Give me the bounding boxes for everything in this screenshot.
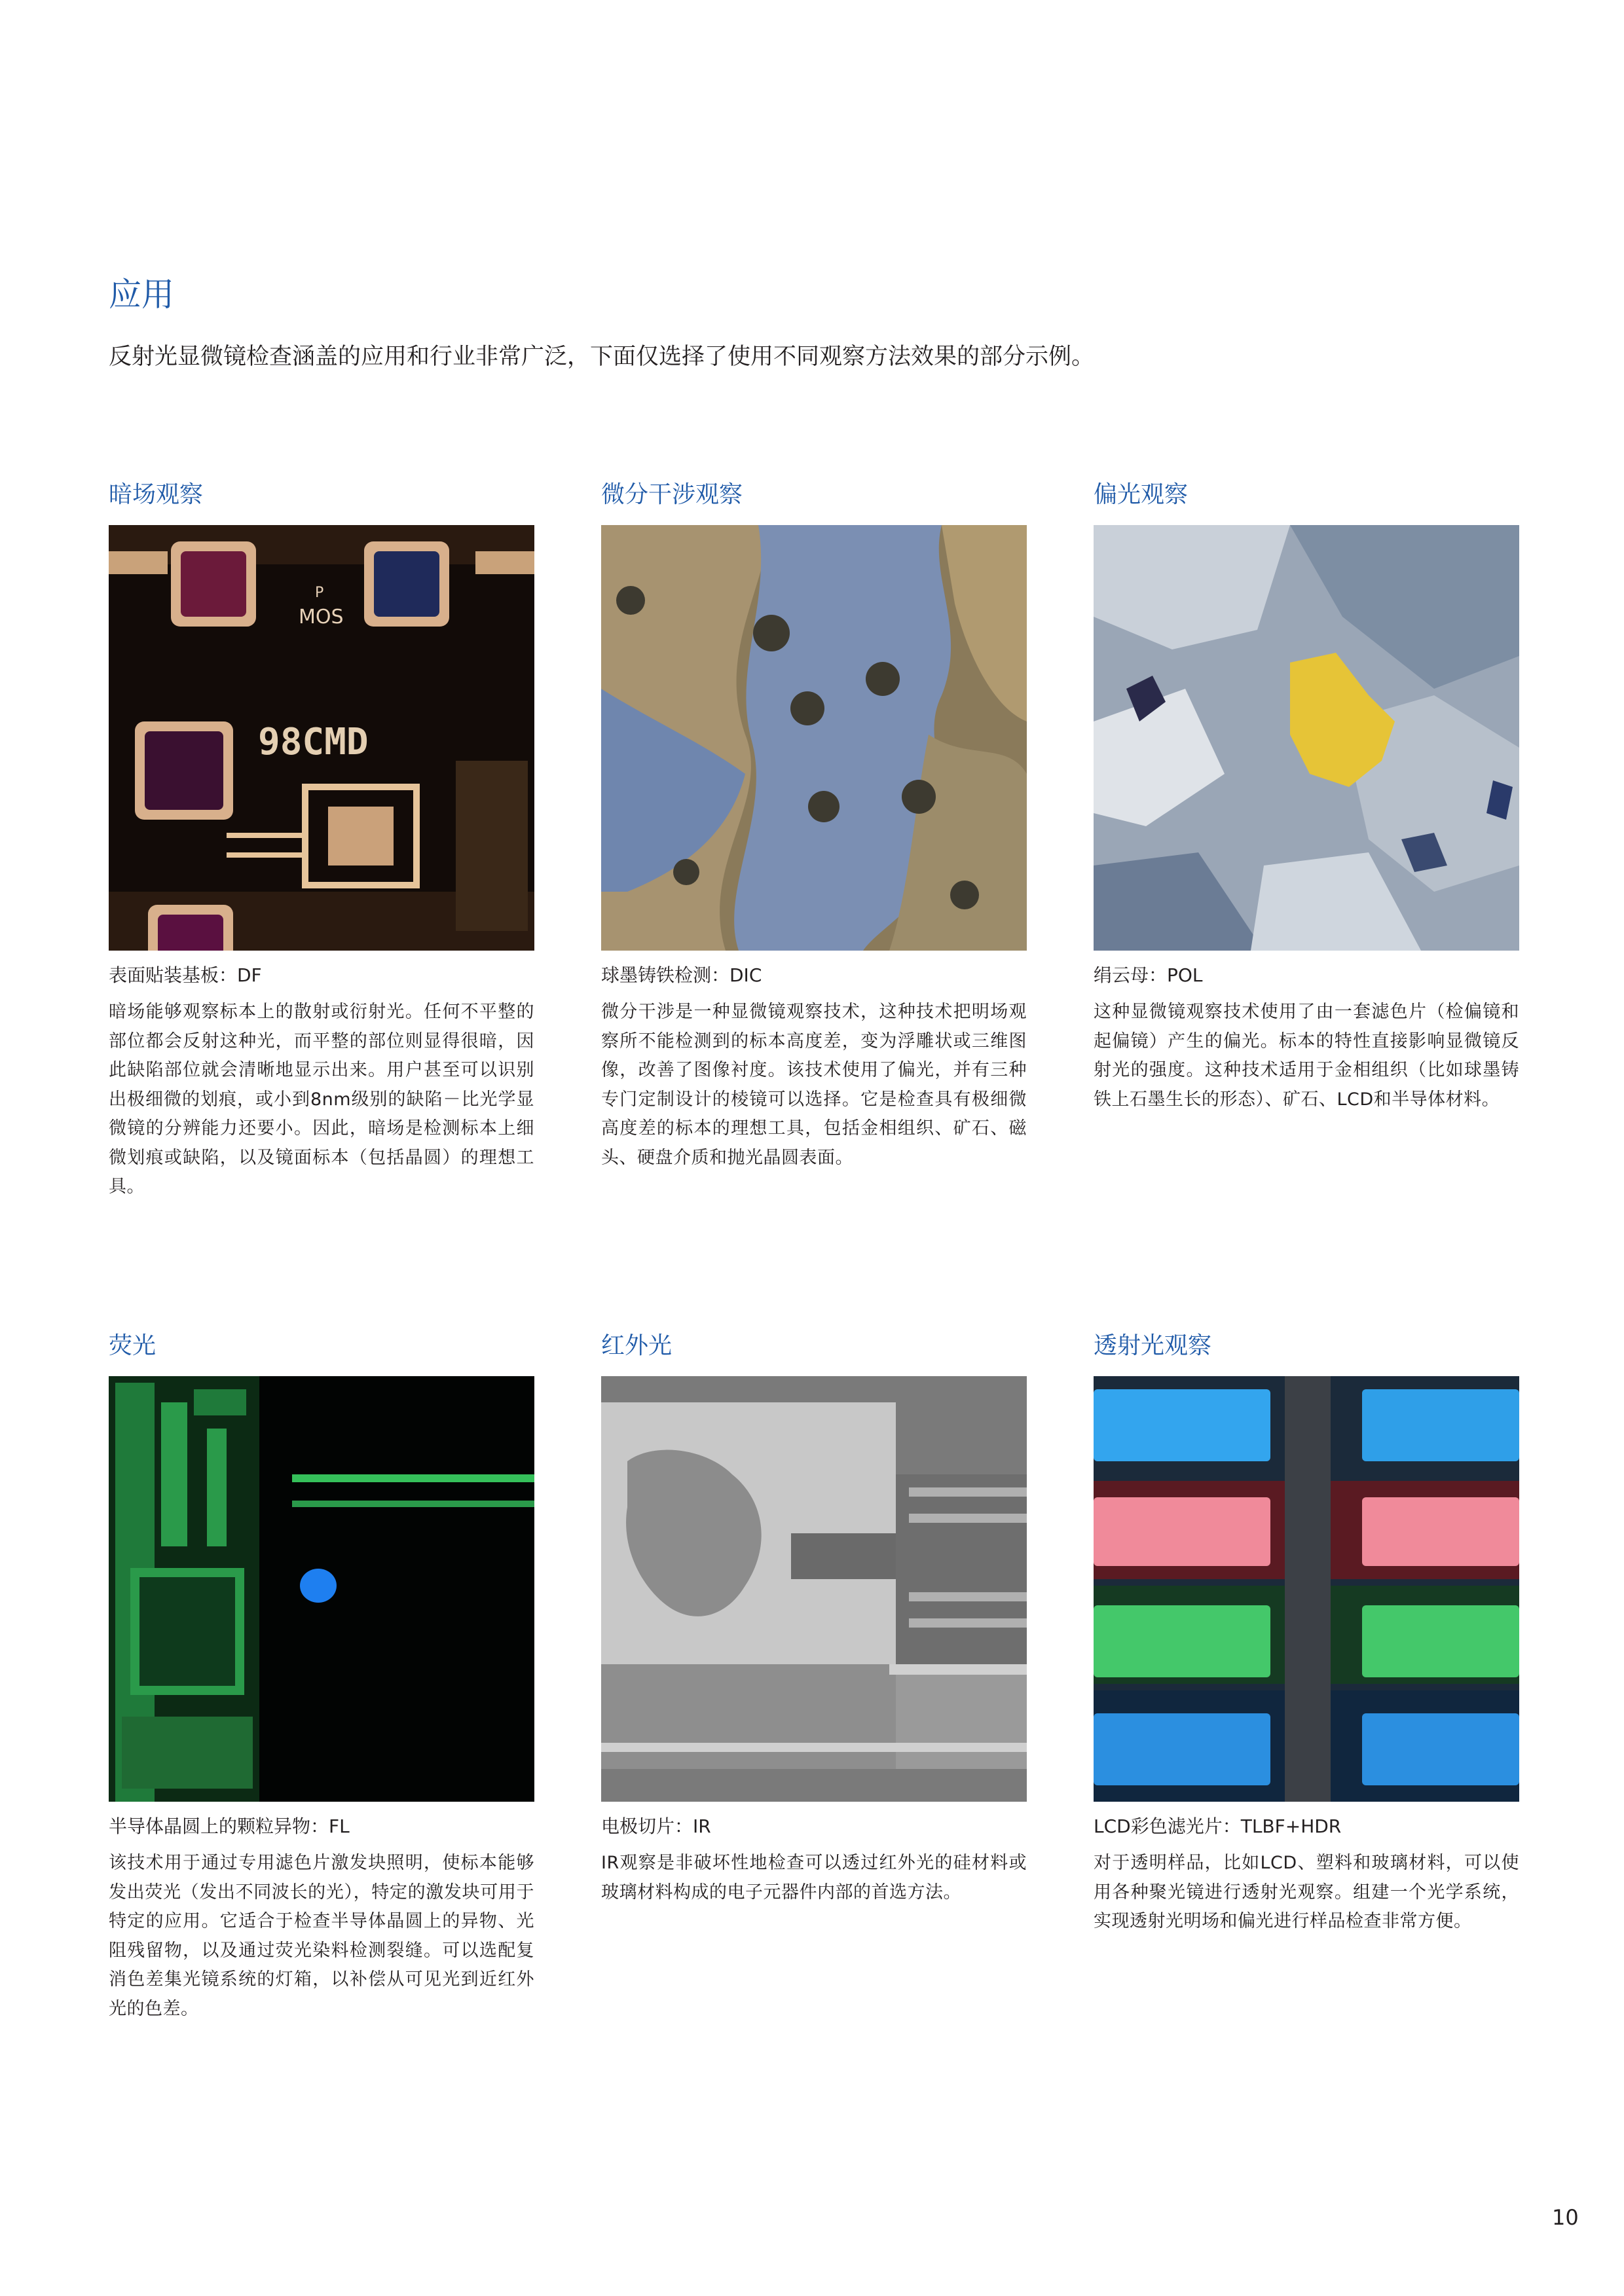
page-title: 应用 [109, 276, 174, 314]
transmitted-lcd-filter-image [1094, 1376, 1519, 1802]
description: IR观察是非破坏性地检查可以透过红外光的硅材料或玻璃材料构成的电子元器件内部的首选方法。 [601, 1853, 1027, 1903]
die-label-p: P [315, 585, 324, 601]
caption: 电极切片：IR [601, 1815, 711, 1837]
caption: 绢云母：POL [1094, 964, 1203, 986]
card-heading: 透射光观察 [1094, 1332, 1212, 1359]
card-heading: 微分干涉观察 [601, 481, 743, 508]
card-fluorescence [109, 1329, 534, 2024]
description: 微分干涉是一种显微镜观察技术，这种技术把明场观察所不能检测到的标本高度差，变为浮雕状或三维图像，改善了图像衬度。该技术使用了偏光，并有三种专门定制设计的棱镜可以选择。它是检查具有极细微高度差的标本的理想工具，包括金相组织、矿石、磁头、硬盘介质和抛光晶圆表面。 [601, 1002, 1027, 1168]
caption: 半导体晶圆上的颗粒异物：FL [109, 1815, 350, 1837]
dic-cast-iron-image [601, 525, 1027, 951]
card-heading: 红外光 [601, 1332, 673, 1359]
card-heading: 偏光观察 [1094, 481, 1189, 508]
card-heading: 荧光 [109, 1332, 157, 1359]
die-label-98cmd: 98CMD [258, 721, 369, 763]
card-polarized [1094, 478, 1519, 1114]
die-label-mos: MOS [299, 606, 344, 629]
caption: LCD彩色滤光片：TLBF+HDR [1094, 1815, 1342, 1837]
dark-field-circuit-image [109, 525, 534, 951]
card-dic [601, 478, 1027, 1173]
card-dark-field [109, 478, 534, 1202]
card-infrared [601, 1329, 1027, 1907]
description: 暗场能够观察标本上的散射或衍射光。任何不平整的部位都会反射这种光，而平整的部位则显得很暗，因此缺陷部位就会清晰地显示出来。用户甚至可以识别出极细微的划痕，或小到8nm级别的缺陷－比光学显微镜的分辨能力还要小。因此，暗场是检测标本上细微划痕或缺陷，以及镜面标本（包括晶圆）的理想工具。 [109, 1002, 534, 1197]
caption: 表面贴装基板：DF [109, 964, 262, 986]
page-number: 10 [1552, 2205, 1579, 2230]
fluorescence-wafer-image [109, 1376, 534, 1802]
description: 对于透明样品，比如LCD、塑料和玻璃材料，可以使用各种聚光镜进行透射光观察。组建一个光学系统，实现透射光明场和偏光进行样品检查非常方便。 [1094, 1853, 1519, 1931]
infrared-electrode-image [601, 1376, 1027, 1802]
card-transmitted [1094, 1329, 1519, 1937]
card-heading: 暗场观察 [109, 481, 204, 508]
caption: 球墨铸铁检测：DIC [601, 964, 762, 986]
intro-text: 反射光显微镜检查涵盖的应用和行业非常广泛，下面仅选择了使用不同观察方法效果的部分示例。 [109, 344, 1095, 370]
polarized-sericite-image [1094, 525, 1519, 951]
description: 该技术用于通过专用滤色片激发块照明，使标本能够发出荧光（发出不同波长的光），特定的激发块可用于特定的应用。它适合于检查半导体晶圆上的异物、光阻残留物，以及通过荧光染料检测裂缝。可以选配复消色差集光镜系统的灯箱，以补偿从可见光到近红外光的色差。 [109, 1853, 534, 2019]
description: 这种显微镜观察技术使用了由一套滤色片（检偏镜和起偏镜）产生的偏光。标本的特性直接影响显微镜反射光的强度。这种技术适用于金相组织（比如球墨铸铁上石墨生长的形态）、矿石、LCD和半导体材料。 [1094, 1002, 1519, 1110]
